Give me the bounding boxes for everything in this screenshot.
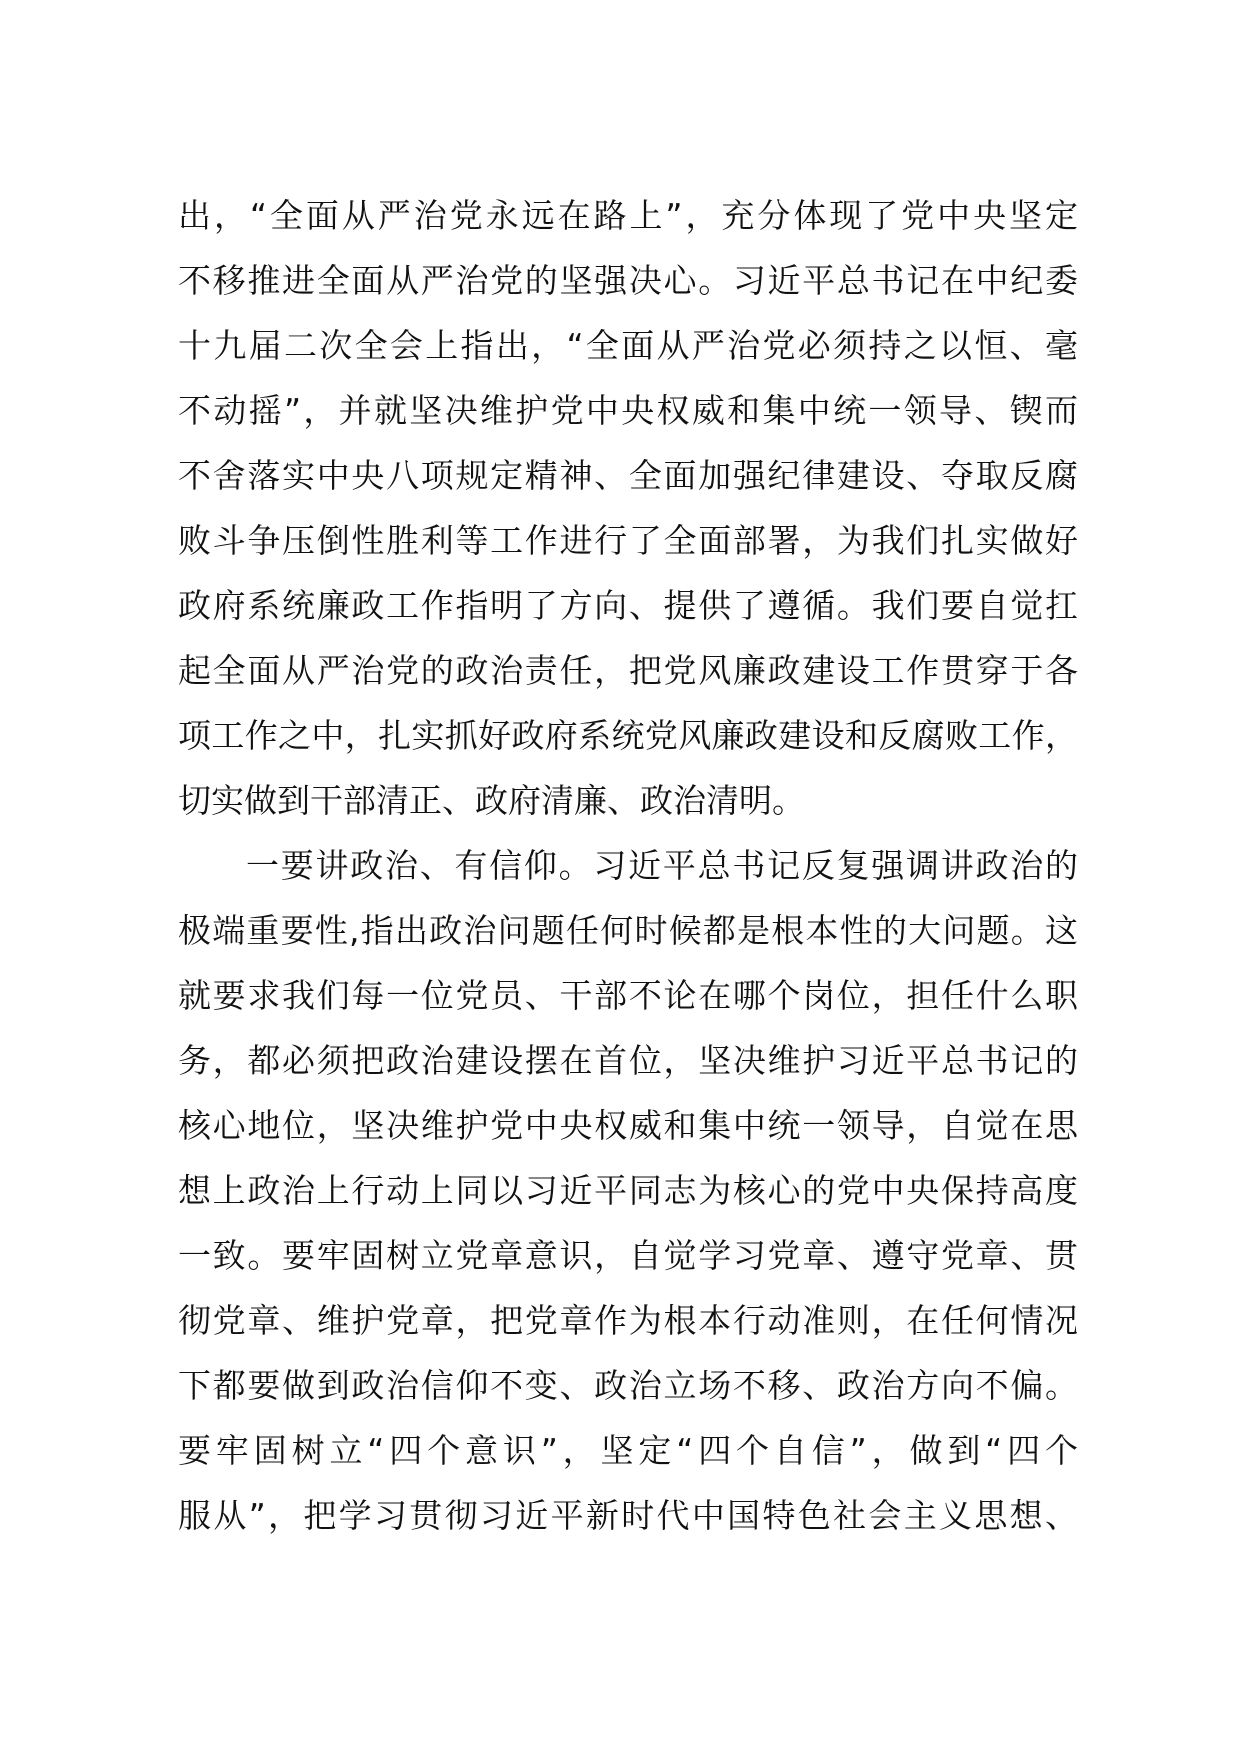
text-line: 政府系统廉政工作指明了方向、提供了遵循。我们要自觉扛 bbox=[178, 586, 1078, 625]
text-line: 不移推进全面从严治党的坚强决心。习近平总书记在中纪委 bbox=[178, 261, 1078, 300]
text-line: 十九届二次全会上指出，“全面从严治党必须持之以恒、毫 bbox=[178, 326, 1078, 365]
text-line: 一要讲政治、有信仰。习近平总书记反复强调讲政治的 bbox=[246, 846, 1078, 885]
text-line: 想上政治上行动上同以习近平同志为核心的党中央保持高度 bbox=[178, 1171, 1078, 1210]
text-line: 不动摇”，并就坚决维护党中央权威和集中统一领导、锲而 bbox=[178, 391, 1078, 430]
text-line: 下都要做到政治信仰不变、政治立场不移、政治方向不偏。 bbox=[178, 1366, 1078, 1405]
text-line: 极端重要性,指出政治问题任何时候都是根本性的大问题。这 bbox=[178, 911, 1078, 950]
paragraph-2 bbox=[178, 833, 1078, 1548]
text-line: 要牢固树立“四个意识”，坚定“四个自信”，做到“四个 bbox=[178, 1431, 1078, 1470]
text-line: 服从”，把学习贯彻习近平新时代中国特色社会主义思想、 bbox=[178, 1496, 1078, 1535]
text-line: 彻党章、维护党章，把党章作为根本行动准则，在任何情况 bbox=[178, 1301, 1078, 1340]
text-line: 切实做到干部清正、政府清廉、政治清明。 bbox=[178, 781, 805, 820]
text-line: 项工作之中，扎实抓好政府系统党风廉政建设和反腐败工作， bbox=[178, 716, 1078, 755]
text-line: 就要求我们每一位党员、干部不论在哪个岗位，担任什么职 bbox=[178, 976, 1078, 1015]
text-line: 出，“全面从严治党永远在路上”，充分体现了党中央坚定 bbox=[178, 196, 1078, 235]
text-line: 务，都必须把政治建设摆在首位，坚决维护习近平总书记的 bbox=[178, 1041, 1078, 1080]
text-line: 败斗争压倒性胜利等工作进行了全面部署，为我们扎实做好 bbox=[178, 521, 1078, 560]
text-line: 起全面从严治党的政治责任，把党风廉政建设工作贯穿于各 bbox=[178, 651, 1078, 690]
text-line: 核心地位，坚决维护党中央权威和集中统一领导，自觉在思 bbox=[178, 1106, 1078, 1145]
body-text bbox=[178, 183, 1078, 1548]
paragraph-1 bbox=[178, 183, 1078, 833]
text-line: 一致。要牢固树立党章意识，自觉学习党章、遵守党章、贯 bbox=[178, 1236, 1078, 1275]
text-line: 不舍落实中央八项规定精神、全面加强纪律建设、夺取反腐 bbox=[178, 456, 1078, 495]
